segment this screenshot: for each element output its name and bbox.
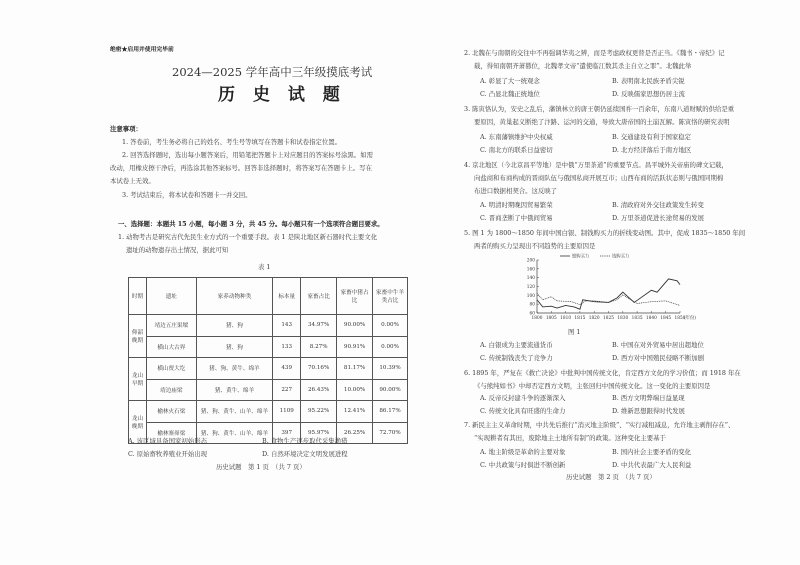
x-tick-label: 1820 (588, 316, 600, 321)
option-d: D. 北方经济落后于南方地区 (612, 146, 692, 154)
table-caption: 表 1 (258, 263, 271, 271)
notice-line: 本试卷上无效。 (110, 177, 155, 185)
table-cell: 34.97% (301, 315, 337, 337)
question-text: “实现耕者有其田，废除地主土地所有制”的政策。这种变化主要基于 (474, 434, 666, 442)
table-cell: 1109 (273, 401, 301, 423)
confidential-mark: 绝密★启用并使用完毕前 (110, 47, 174, 53)
page-footer: 历史试题 第 2 页 （共 7 页） (566, 473, 656, 481)
notice-line: 2. 回答选择题时，选出每小题答案后，用铅笔把答题卡上对应题目的答案标号涂黑。如需 (122, 151, 373, 159)
y-tick-label: 140 (526, 276, 535, 282)
table-header-row (129, 278, 408, 315)
y-tick-label: 160 (526, 267, 535, 273)
table-cell: 靖边庙梁 (146, 379, 196, 401)
page-footer: 历史试题 第 1 页 （共 7 页） (216, 463, 306, 471)
table-cell: 90.00% (373, 379, 408, 401)
table-cell: 90.00% (337, 315, 373, 337)
table-cell: 133 (273, 336, 301, 358)
question-text: 4. 京北地区（今北京昌平等地）是中俄“万里茶道”的重要节点。昌平城外关帝庙的碑文记载， (464, 161, 728, 169)
table-cell: 86.17% (373, 401, 408, 423)
table-cell: 10.00% (337, 379, 373, 401)
legend-label: 钱购买力 (612, 254, 630, 260)
series-line-copper (537, 293, 680, 305)
question-text: 2. 北魏在与南朝的交往中不再强调华夷之辨，而是考虑政权更替是否正当。《魏书・帝纪》记 (464, 49, 725, 57)
x-tick-label: 1805 (545, 316, 557, 321)
table-cell: 227 (273, 379, 301, 401)
header-cell: 家畜中牛羊类占比 (373, 278, 408, 315)
option-a: A. 彰显了大一统观念 (480, 77, 540, 85)
table-cell: 439 (273, 358, 301, 380)
option-b: B. 食物生产逐步取代采集渔猎 (262, 437, 348, 445)
option-b: B. 国内社会主要矛盾的变化 (612, 448, 692, 456)
table-cell: 70.16% (301, 358, 337, 380)
table-cell: 10.39% (373, 358, 408, 380)
question-text: 向盐商和布商构成的晋商队伍与俄国私商开展互市；山西布商的活跃状态则与俄国同期棉 (474, 174, 724, 182)
table-cell: 95.22% (301, 401, 337, 423)
y-tick-label: 100 (526, 293, 535, 299)
period-cell: 仰韶晚期 (129, 315, 147, 358)
x-tick-label: 1845 (660, 316, 672, 321)
header-cell: 时期 (129, 278, 147, 315)
question-text: 5. 图 1 为 1800～1850 年间中国白银、制钱购买力的折线变动图。其中，促成 1835～1850 年间 (464, 229, 746, 237)
option-b: B. 交通建设有利于国家稳定 (612, 133, 692, 141)
y-tick-label: 80 (529, 302, 535, 308)
option-b: B. 西方文明弊端日益显现 (612, 394, 685, 402)
figure-caption: 图 1 (568, 328, 581, 336)
question-text: 3. 陈寅恪认为，安史之乱后，藩镇林立的唐王朝仍延续国祚一百余年，东南八道财赋的供给是重 (464, 105, 735, 113)
notice-line: 改动，用橡皮擦干净后，再选涂其他答案标号。回答非选择题时，将答案写在答题卡上。写在 (110, 164, 373, 172)
table-cell: 猪、狗、黄牛、山羊、绵羊 (196, 401, 273, 423)
table-cell: 26.25% (337, 422, 373, 444)
x-tick-label: 1850 (674, 316, 686, 321)
table-cell: 靖边五庄果墚 (146, 315, 196, 337)
table-cell: 猪、狗 (196, 315, 273, 337)
option-d: D. 自然环境决定文明发展进程 (262, 450, 348, 458)
table-cell: 95.97% (301, 422, 337, 444)
question-text: 要原因，黄巢起义断绝了汴路、运河的交通，导致大唐帝国的土崩瓦解。陈寅恪的研究表明 (474, 118, 730, 126)
option-d: D. 万里茶道促进长途贸易的发展 (612, 214, 705, 222)
option-a: A. 地主阶级是革命的主要对象 (480, 448, 566, 456)
question-text: 6. 1895 年，严复在《救亡决论》中批判中国传统文化，肯定西方文化的学习价值；而 1918 年在 (464, 369, 741, 377)
question-text: 《与熊纯如书》中却否定西方文明，主张回归中国传统文化。这一变化的主要原因是 (474, 382, 711, 390)
table-row (129, 358, 408, 380)
question-text: 7. 新民主主义革命时期，中共先后推行“消灭地主阶级”、“实行减租减息，允许地主剥削存在”、 (464, 421, 735, 429)
table-cell: 143 (273, 315, 301, 337)
table-cell: 72.70% (373, 422, 408, 444)
option-a: A. 白银成为主要流通货币 (480, 341, 553, 349)
header-cell: 标本量 (273, 278, 301, 315)
question-text: 载，得知南朝齐萧篡位，北魏孝文帝“遣使临江数其杀主自立之罪”。北魏此举 (474, 62, 692, 70)
option-d: D. 西方对中国殖民侵略不断加剧 (612, 354, 705, 362)
x-tick-label: 1815 (574, 316, 586, 321)
table-cell: 0.00% (373, 336, 408, 358)
header-cell: 家养动物种类 (196, 278, 273, 315)
x-tick-label: 1835 (631, 316, 643, 321)
option-c: C. 中共政策与时俱进不断创新 (480, 461, 566, 469)
table-cell: 横山大古界 (146, 336, 196, 358)
option-a: A. 该区域具备国家初始形态 (128, 437, 207, 445)
header-cell: 家畜占比 (301, 278, 337, 315)
table-row (129, 336, 408, 358)
y-tick-label: 120 (526, 285, 535, 290)
header-cell: 遗址 (146, 278, 196, 315)
option-b: B. 中国在对外贸易中居出超地位 (612, 341, 704, 349)
table-cell: 猪、狗、黄牛、山羊、绵羊 (196, 422, 273, 444)
table-row (129, 315, 408, 337)
line-chart (515, 252, 745, 322)
table-cell: 猪、狗、黄牛、绵羊 (196, 358, 273, 380)
x-tick-label: 1830 (617, 316, 629, 321)
period-cell: 龙山晚期 (129, 401, 147, 444)
question-text: 遗址的动物遗存出土情况，据此可知 (126, 246, 229, 254)
question-text: 1. 动物考古是研究古代先民生业方式的一个重要手段。表 1 是陕北地区新石器时代主要文化 (118, 233, 378, 241)
x-tick-label: 1840 (645, 316, 657, 321)
table-row (129, 401, 408, 423)
option-c: C. 晋商垄断了中俄间贸易 (480, 214, 553, 222)
series-line-silver (537, 279, 680, 309)
y-tick-label: 200 (526, 258, 535, 264)
table-row (129, 379, 408, 401)
x-tick-label: 1810 (560, 316, 572, 321)
question-text: 两者的购买力呈现出不同趋势的主要原因是 (474, 242, 596, 250)
option-c: C. 南北方的联系日益密切 (480, 146, 553, 154)
table-cell: 榆林寨峁梁 (146, 422, 196, 444)
table-cell: 12.41% (337, 401, 373, 423)
option-b: B. 清政府对外交往政策发生转变 (612, 201, 704, 209)
option-a: A. 反帝反封建斗争的逐渐深入 (480, 394, 566, 402)
table-cell: 0.00% (373, 315, 408, 337)
x-axis-label: (年份) (684, 316, 696, 321)
option-d: D. 反映儒家思想仍居主流 (612, 90, 685, 98)
header-cell: 家畜中猪占比 (337, 278, 373, 315)
option-c: C. 传统制钱丧失了竞争力 (480, 354, 553, 362)
x-tick-label: 1825 (603, 316, 614, 321)
x-tick-label: 1800 (531, 316, 543, 321)
section-heading: 一、选择题：本题共 15 小题，每小题 3 分，共 45 分。每小题只有一个选项符合题目要求。 (118, 220, 384, 228)
option-a: A. 东南藩镇维护中央权威 (480, 133, 553, 141)
option-d: D. 中共代表最广大人民利益 (612, 461, 692, 469)
table-cell: 横山贾大圪 (146, 358, 196, 380)
y-tick-label: 60 (529, 311, 535, 317)
notice-line: 3. 考试结束后，将本试卷和答题卡一并交回。 (122, 191, 252, 199)
table-cell: 猪、狗 (196, 336, 273, 358)
table-cell: 81.17% (337, 358, 373, 380)
data-table (128, 277, 408, 444)
subject-title: 历 史 试 题 (218, 85, 346, 105)
notice-line: 1. 答卷前，考生务必将自己的姓名、考生号等填写在答题卡和试卷指定位置。 (122, 138, 342, 146)
question-text: 布进口数据相契合。这反映了 (474, 187, 558, 195)
option-d: D. 维新思想跟得时代发展 (612, 407, 685, 415)
notice-heading: 注意事项： (110, 125, 142, 133)
option-a: A. 明清时期晚因贸易繁荣 (480, 201, 553, 209)
exam-title: 2024—2025 学年高中三年级摸底考试 (172, 65, 373, 79)
table-cell: 榆林火石梁 (146, 401, 196, 423)
period-cell: 龙山早期 (129, 358, 147, 401)
option-c: C. 凸显北魏正统地位 (480, 90, 540, 98)
table-cell: 猪、黄牛、绵羊 (196, 379, 273, 401)
table-cell: 397 (273, 422, 301, 444)
table-cell: 8.27% (301, 336, 337, 358)
table-cell: 26.43% (301, 379, 337, 401)
option-b: B. 表明南北民族矛盾尖锐 (612, 77, 685, 85)
legend-label: 银购买力 (572, 254, 590, 260)
option-c: C. 传统文化具有旺盛的生命力 (480, 407, 566, 415)
option-c: C. 原始畜牧养殖业开始出现 (128, 450, 208, 458)
table-cell: 90.91% (337, 336, 373, 358)
